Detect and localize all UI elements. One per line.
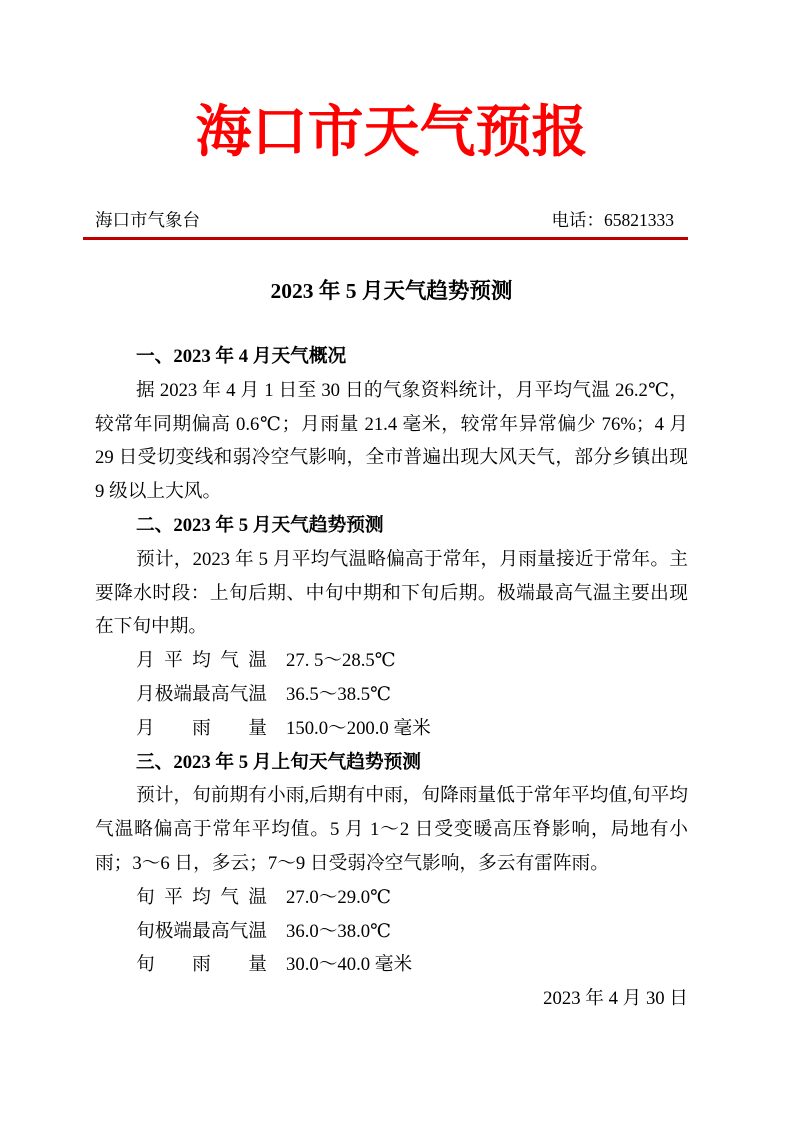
document-title: 2023 年 5 月天气趋势预测 [270,279,513,303]
phone-number: 电话：65821333 [551,210,674,230]
stat-label: 月雨量 [136,717,267,739]
section-paragraph: 预计，2023 年 5 月平均气温略偏高于常年，月雨量接近于常年。主要降水时段：上旬后期、中旬中期和下旬后期。极端最高气温主要出现在下旬中期。 [95,548,688,638]
stat-row-dekad-extreme-temp [95,915,688,949]
stat-row-monthly-extreme-temp [95,678,688,712]
stat-label: 月平均气温 [136,650,267,672]
stat-label: 月极端最高气温 [136,683,267,705]
stat-row-monthly-avg-temp [95,644,688,678]
stat-value: 27. 5～28.5℃ [286,650,396,672]
stat-row-dekad-rainfall [95,948,688,982]
stat-value: 36.0～38.0℃ [286,920,391,942]
section-may-trend [95,509,688,746]
section-april-overview [95,340,688,509]
stat-value: 150.0～200.0 毫米 [286,717,431,739]
stat-label: 旬雨量 [136,954,267,976]
letterhead-meta-row [95,208,688,232]
section-heading: 一、2023 年 4 月天气概况 [136,346,347,367]
stat-row-monthly-rainfall [95,712,688,746]
stat-value: 30.0～40.0 毫米 [286,954,413,976]
section-heading: 二、2023 年 5 月天气趋势预测 [136,514,384,536]
stat-value: 27.0～29.0℃ [286,886,391,908]
stat-label: 旬极端最高气温 [136,920,267,942]
letterhead-title: 海口市天气预报 [195,102,588,164]
document-date: 2023 年 4 月 30 日 [543,988,688,1010]
agency-name: 海口市气象台 [95,210,200,230]
stat-value: 36.5～38.5℃ [286,683,391,705]
stat-row-dekad-avg-temp [95,881,688,915]
section-paragraph: 预计，旬前期有小雨,后期有中雨，旬降雨量低于常年平均值,旬平均气温略偏高于常年平均值。5 月 1～2 日受变暖高压脊影响，局地有小雨；3～6 日，多云；7～9 日受弱冷空气影响，多云有雷阵雨。 [95,785,688,874]
section-heading: 三、2023 年 5 月上旬天气趋势预测 [136,751,421,773]
letterhead-rule [83,237,688,240]
stat-label: 旬平均气温 [136,886,267,908]
section-early-may-trend [95,746,688,983]
section-paragraph: 据 2023 年 4 月 1 日至 30 日的气象资料统计，月平均气温 26.2℃，较常年同期偏高 0.6℃；月雨量 21.4 毫米，较常年异常偏少 76%；4 月 29 日受切变线和弱冷空气影响，全市普遍出现大风天气，部分乡镇出现 9 级以上大风。 [95,379,688,503]
